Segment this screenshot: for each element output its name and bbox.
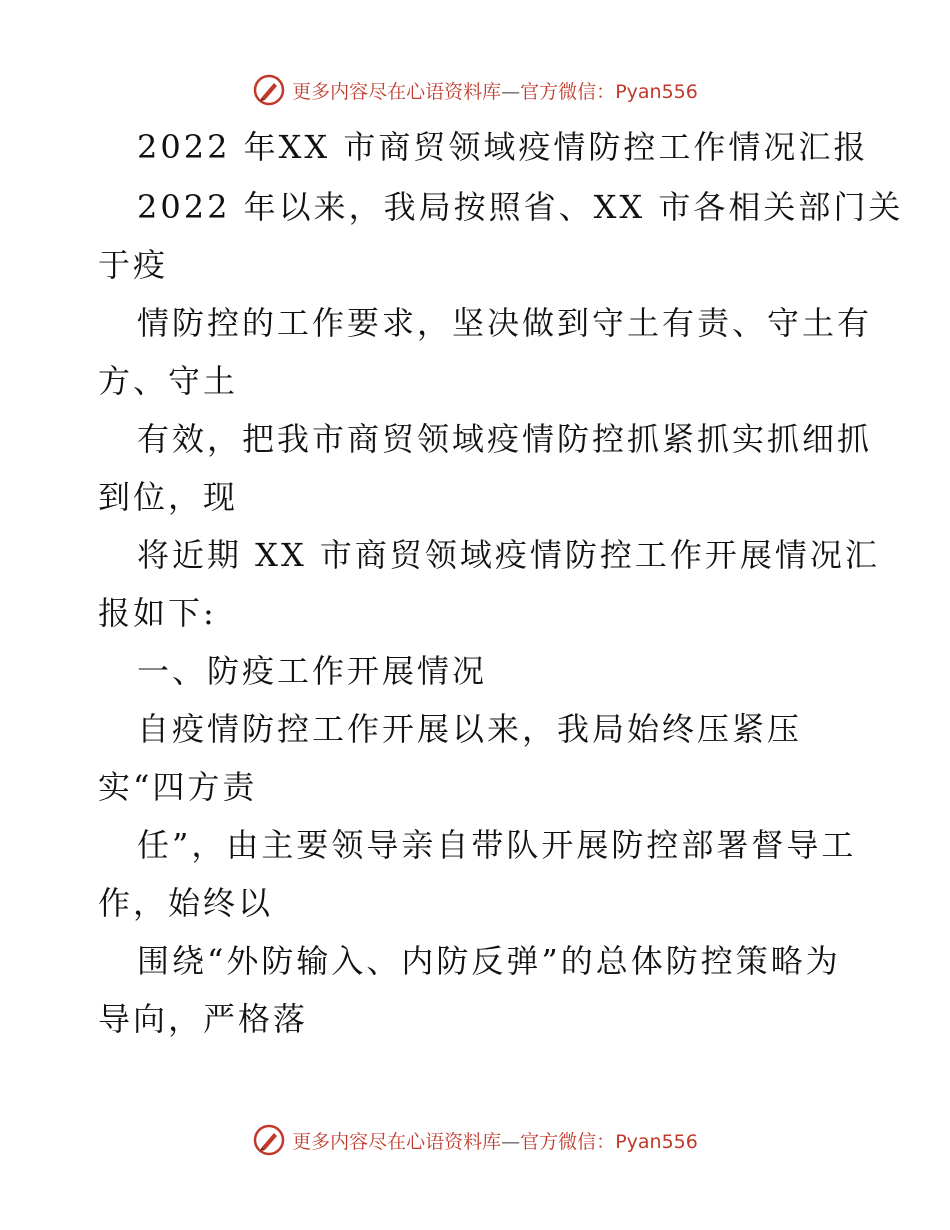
section-heading: 一、防疫工作开展情况 xyxy=(137,652,488,690)
banner-wechat-id: Pyan556 xyxy=(615,80,698,103)
paragraph-line: 将近期 XX 市商贸领域疫情防控工作开展情况汇 xyxy=(137,536,880,574)
document-title: 2022 年XX 市商贸领域疫情防控工作情况汇报 xyxy=(137,128,869,166)
banner-wechat-label: 官方微信： xyxy=(520,1130,616,1153)
banner-slogan: 更多内容尽在心语资料库 xyxy=(292,1130,502,1153)
pen-nib-logo-icon xyxy=(252,1123,286,1157)
banner-separator: — xyxy=(501,80,521,103)
paragraph-line: 有效，把我市商贸领域疫情防控抓紧抓实抓细抓 xyxy=(137,420,873,458)
banner-separator: — xyxy=(501,1130,521,1153)
paragraph-line: 任”，由主要领导亲自带队开展防控部署督导工 xyxy=(137,826,857,864)
paragraph-line: 方、守土 xyxy=(98,362,239,400)
footer-banner xyxy=(0,1120,950,1160)
paragraph-line: 情防控的工作要求，坚决做到守土有责、守土有 xyxy=(137,304,873,342)
banner-text xyxy=(292,1127,698,1154)
banner-slogan: 更多内容尽在心语资料库 xyxy=(292,80,502,103)
paragraph-line: 2022 年以来，我局按照省、XX 市各相关部门关 xyxy=(137,188,904,226)
paragraph-line: 作，始终以 xyxy=(98,884,274,922)
paragraph-line: 到位，现 xyxy=(98,478,239,516)
paragraph-line: 导向，严格落 xyxy=(98,1000,309,1038)
paragraph-line: 于疫 xyxy=(98,246,169,284)
paragraph-line: 实“四方责 xyxy=(98,768,258,806)
banner-wechat-id: Pyan556 xyxy=(615,1130,698,1153)
banner-wechat-label: 官方微信： xyxy=(520,80,616,103)
paragraph-line: 报如下: xyxy=(98,594,217,632)
paragraph-line: 围绕“外防输入、内防反弹”的总体防控策略为 xyxy=(137,942,841,980)
paragraph-line: 自疫情防控工作开展以来，我局始终压紧压 xyxy=(137,710,803,748)
